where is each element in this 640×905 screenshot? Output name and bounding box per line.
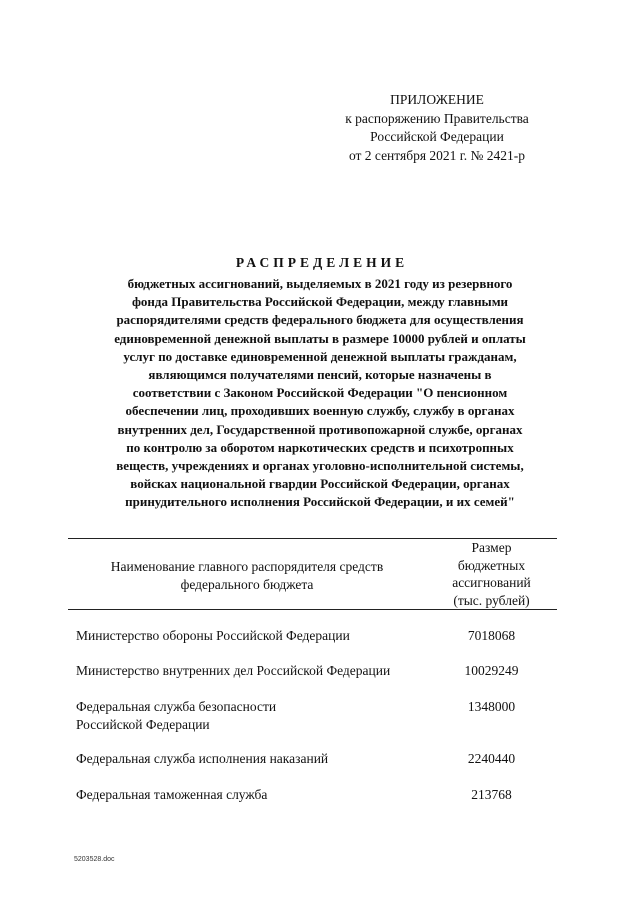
- row-amount: 2240440: [467, 751, 516, 766]
- subtitle-line: по контролю за оборотом наркотических средств и психотропных: [126, 439, 514, 455]
- document-title: РАСПРЕДЕЛЕНИЕ: [235, 255, 409, 270]
- subtitle-line: соответствии с Законом Российской Федерации "О пенсионном: [132, 385, 508, 401]
- header-name-line: Наименование главного распорядителя средств: [110, 559, 384, 574]
- row-name: Министерство внутренних дел Российской Федерации: [76, 663, 391, 678]
- row-name: Федеральная служба исполнения наказаний: [76, 751, 329, 766]
- footer-doc-code: 5203528.doc: [74, 856, 115, 863]
- header-amount-line: (тыс. рублей): [453, 592, 530, 608]
- header-amount-line: ассигнований: [452, 575, 531, 590]
- row-name: Федеральная служба безопасности Российской Федерации: [76, 699, 277, 732]
- header-amount-line: Размер: [471, 540, 512, 555]
- header-amount-line: бюджетных: [457, 557, 526, 573]
- row-amount: 1348000: [467, 699, 516, 714]
- appendix-line-3: от 2 сентября 2021 г. № 2421-р: [348, 147, 526, 163]
- subtitle-line: распорядителями средств федерального бюджета для осуществления: [116, 312, 524, 328]
- table-row: [76, 662, 557, 680]
- subtitle-line: бюджетных ассигнований, выделяемых в 2021 году из резервного: [127, 276, 513, 291]
- appendix-line-1: к распоряжению Правительства: [345, 110, 529, 126]
- subtitle-line: принудительного исполнения Российской Федерации, и их семей": [125, 494, 515, 510]
- table-header: [68, 538, 557, 610]
- subtitle-line: веществ, учреждениях и органах уголовно-исполнительной системы,: [116, 458, 524, 474]
- subtitle-line: являющимся получателями пенсий, которые назначены в: [148, 367, 492, 383]
- appendix-title: ПРИЛОЖЕНИЕ: [390, 92, 484, 107]
- header-name-line: федерального бюджета: [180, 577, 314, 592]
- header-name-cell: [68, 539, 426, 609]
- header-amount-cell: [426, 539, 557, 609]
- subtitle-line: обеспечении лиц, проходивших военную службу, службу в органах: [125, 403, 515, 419]
- subtitle-line: фонда Правительства Российской Федерации, между главными: [131, 294, 509, 310]
- row-name: Федеральная таможенная служба: [76, 787, 268, 802]
- table-row: [76, 627, 557, 645]
- appendix-line-2: Российской Федерации: [370, 129, 504, 144]
- subtitle-line: войсках национальной гвардии Российской Федерации, органах: [130, 476, 510, 492]
- subtitle-line: единовременной денежной выплаты в размере 10000 рублей и оплаты: [114, 330, 526, 346]
- row-amount: 7018068: [467, 628, 516, 643]
- table-row: [76, 698, 557, 734]
- row-name: Министерство обороны Российской Федерации: [76, 628, 350, 643]
- row-amount: 10029249: [464, 663, 519, 678]
- table-row: [76, 786, 557, 804]
- allocation-table: [68, 538, 557, 802]
- appendix-block: [322, 91, 552, 165]
- subtitle-line: услуг по доставке единовременной денежной выплаты гражданам,: [123, 348, 517, 364]
- table-row: [76, 750, 557, 768]
- document-subtitle: [70, 275, 570, 512]
- subtitle-line: внутренних дел, Государственной противопожарной службе, органах: [117, 421, 523, 437]
- row-amount: 213768: [471, 787, 512, 802]
